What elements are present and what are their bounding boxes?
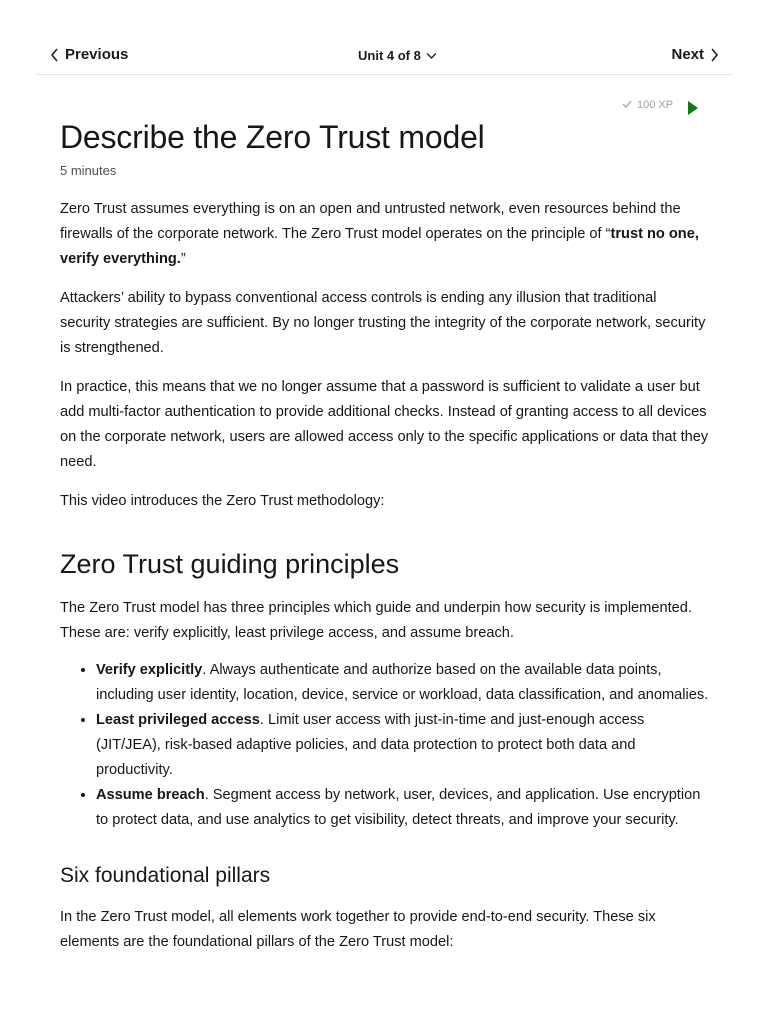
list-item bbox=[96, 658, 710, 708]
xp-indicator bbox=[622, 99, 673, 111]
principle-text: . Segment access by network, user, devices, and application. Use encryption to protect data, and use analytics to get visibility, detect threats, and improve your security. bbox=[96, 787, 701, 828]
unit-navigation bbox=[36, 40, 733, 75]
next-label: Next bbox=[671, 46, 704, 63]
unit-selector[interactable] bbox=[358, 48, 437, 63]
intro-end: ” bbox=[180, 251, 186, 267]
previous-label: Previous bbox=[65, 46, 129, 63]
duration: 5 minutes bbox=[60, 163, 117, 178]
unit-content bbox=[60, 116, 710, 955]
principle-term: Assume breach bbox=[96, 787, 205, 803]
intro-paragraph-1 bbox=[60, 197, 710, 272]
chevron-down-icon bbox=[426, 52, 437, 60]
pillars-intro: In the Zero Trust model, all elements work together to provide end-to-end security. These six elements are the foundational pillars of the Zero Trust model: bbox=[60, 909, 656, 950]
chevron-right-icon bbox=[710, 48, 719, 62]
unit-label: Unit 4 of 8 bbox=[358, 48, 421, 63]
intro-bold: trust no one, verify everything. bbox=[60, 226, 699, 267]
principles-heading: Zero Trust guiding principles bbox=[60, 549, 400, 579]
principle-text: . Limit user access with just-in-time and just-enough access (JIT/JEA), risk-based adaptive policies, and data protection to protect both data and productivity. bbox=[96, 712, 645, 778]
page-title: Describe the Zero Trust model bbox=[60, 119, 485, 155]
intro-paragraph-3: In practice, this means that we no longer assume that a password is sufficient to validate a user but add multi-factor authentication to provide additional checks. Instead of granting access to all devices on the corporate network, users are allowed access only to the specific applications or data that they need. bbox=[60, 379, 709, 470]
principle-term: Verify explicitly bbox=[96, 662, 203, 678]
intro-paragraph-4: This video introduces the Zero Trust methodology: bbox=[60, 493, 385, 509]
chevron-left-icon bbox=[50, 48, 59, 62]
principles-list bbox=[60, 658, 710, 833]
list-item bbox=[96, 708, 710, 783]
principle-text: . Always authenticate and authorize based on the available data points, including user identity, location, device, service or workload, data classification, and anomalies. bbox=[96, 662, 709, 703]
next-link[interactable] bbox=[671, 46, 719, 63]
xp-value: 100 XP bbox=[637, 99, 674, 111]
intro-paragraph-2: Attackers’ ability to bypass conventional access controls is ending any illusion that traditional security strategies are sufficient. By no longer trusting the integrity of the corporate network, security is strengthened. bbox=[60, 290, 706, 356]
checkmark-icon bbox=[622, 99, 632, 111]
principles-intro: The Zero Trust model has three principles which guide and underpin how security is implemented. These are: verify explicitly, least privilege access, and assume breach. bbox=[60, 600, 692, 641]
intro-text: Zero Trust assumes everything is on an open and untrusted network, even resources behind the firewalls of the corporate network. The Zero Trust model operates on the principle of “ bbox=[60, 201, 681, 242]
principle-term: Least privileged access bbox=[96, 712, 260, 728]
list-item bbox=[96, 783, 710, 833]
pillars-heading: Six foundational pillars bbox=[60, 864, 271, 887]
previous-link[interactable] bbox=[50, 46, 128, 63]
